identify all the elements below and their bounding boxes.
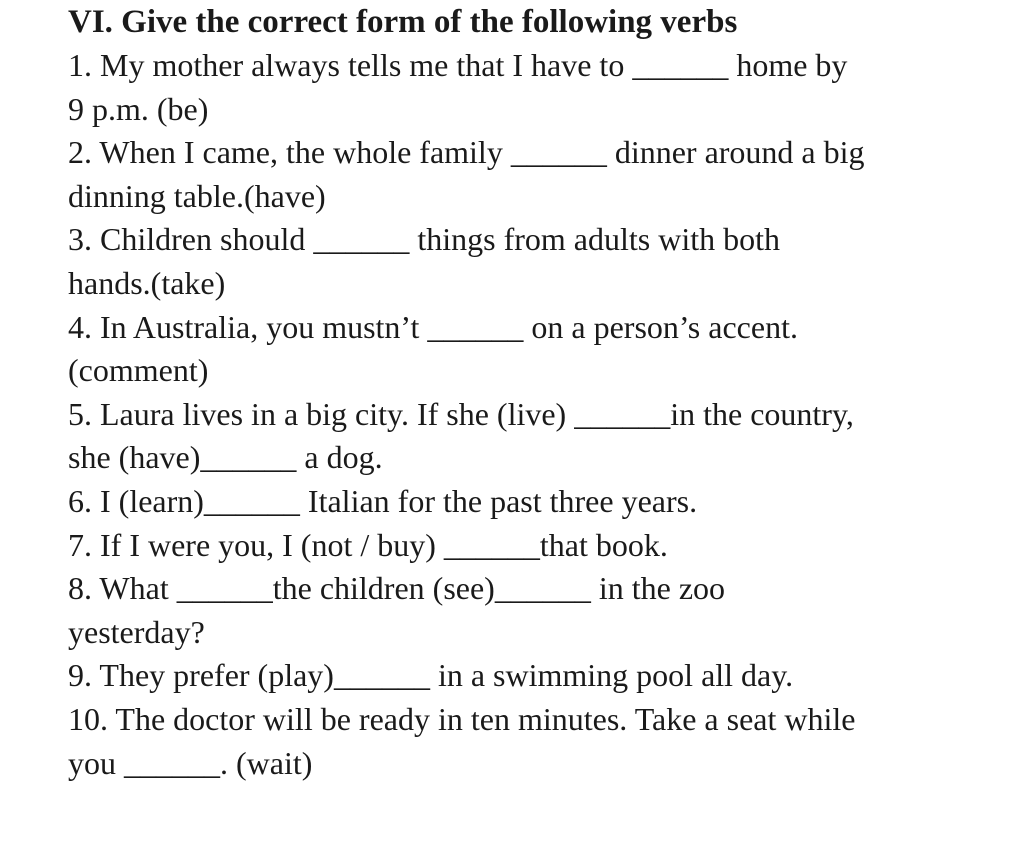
exercise-title: VI. Give the correct form of the following verbs xyxy=(68,4,738,40)
question-4-line-1: 4. In Australia, you mustn’t ______ on a person’s accent. xyxy=(68,308,798,345)
question-1-line-2: 9 p.m. (be) xyxy=(68,90,209,127)
question-10-line-1: 10. The doctor will be ready in ten minutes. Take a seat while xyxy=(68,700,856,737)
question-8-line-2: yesterday? xyxy=(68,613,205,650)
question-5-line-1: 5. Laura lives in a big city. If she (live) ______in the country, xyxy=(68,395,854,432)
question-9: 9. They prefer (play)______ in a swimming pool all day. xyxy=(68,657,794,694)
question-2-line-1: 2. When I came, the whole family ______ dinner around a big xyxy=(68,134,865,171)
question-10-line-2: you ______. (wait) xyxy=(68,744,313,781)
question-6: 6. I (learn)______ Italian for the past three years. xyxy=(68,482,698,519)
question-4-line-2: (comment) xyxy=(68,352,209,389)
question-1-line-1: 1. My mother always tells me that I have to ______ home by xyxy=(68,47,848,83)
worksheet xyxy=(68,0,1008,785)
question-7: 7. If I were you, I (not / buy) ______that book. xyxy=(68,526,668,563)
question-8-line-1: 8. What ______the children (see)______ in the zoo xyxy=(68,570,726,607)
question-3-line-1: 3. Children should ______ things from adults with both xyxy=(68,221,780,258)
question-5-line-2: she (have)______ a dog. xyxy=(68,439,383,476)
question-2-line-2: dinning table.(have) xyxy=(68,177,326,214)
question-3-line-2: hands.(take) xyxy=(68,264,226,301)
